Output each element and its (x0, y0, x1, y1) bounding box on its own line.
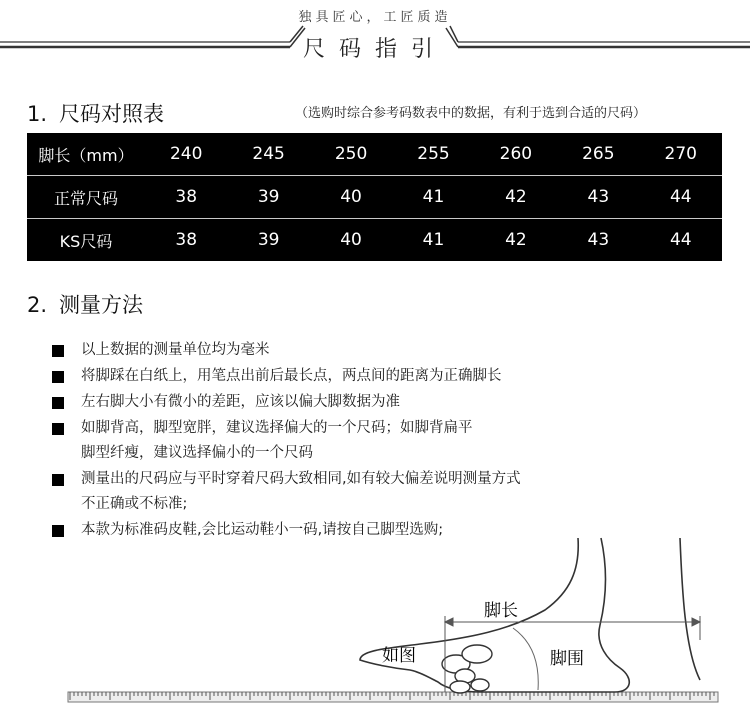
table-row (27, 133, 722, 176)
as-shown-label: 如图 (382, 646, 416, 666)
list-item-text: 以上数据的测量单位均为毫米 (81, 342, 270, 358)
table-cell: 38 (145, 176, 227, 219)
bullet-square-icon (52, 423, 64, 435)
measurement-list (52, 338, 692, 544)
bullet-square-icon (52, 474, 64, 486)
bullet-square-icon (52, 397, 64, 409)
size-table (27, 133, 722, 261)
foot-measurement-figure (60, 530, 750, 720)
section1-number: 1. (27, 102, 48, 126)
table-row (27, 219, 722, 262)
section2-number: 2. (27, 293, 48, 317)
table-cell: 44 (640, 219, 722, 262)
list-item (52, 338, 692, 363)
table-cell: 40 (310, 219, 392, 262)
girth-label: 脚围 (550, 649, 584, 669)
table-cell: 43 (557, 176, 639, 219)
list-item-text: 本款为标准码皮鞋,会比运动鞋小一码,请按自己脚型选购; (81, 522, 444, 538)
list-item-text: 测量出的尺码应与平时穿着尺码大致相同,如有较大偏差说明测量方式 不正确或不标准; (81, 471, 521, 512)
table-cell: 39 (227, 219, 309, 262)
table-cell: 270 (664, 144, 697, 164)
table-cell: 43 (557, 219, 639, 262)
section2-heading (27, 289, 143, 319)
row-label-foot-length: 脚长（mm） (38, 145, 134, 165)
list-item (52, 390, 692, 415)
list-item (52, 416, 692, 466)
table-cell: 39 (227, 176, 309, 219)
section2-title: 测量方法 (59, 293, 144, 317)
table-cell: 245 (252, 144, 285, 164)
row-label-normal-size: 正常尺码 (27, 176, 145, 219)
table-cell: 250 (334, 144, 368, 164)
banner-title: 尺码指引 (302, 37, 447, 62)
list-item (52, 364, 692, 389)
list-item (52, 467, 692, 517)
table-row (27, 176, 722, 219)
list-item-text: 左右脚大小有微小的差距，应该以偏大脚数据为准 (81, 394, 400, 410)
section1-heading (27, 98, 164, 128)
section1-title: 尺码对照表 (59, 102, 165, 126)
ruler-icon (68, 692, 718, 702)
table-cell: 40 (310, 176, 392, 219)
table-cell: 42 (475, 176, 557, 219)
table-cell: 41 (392, 176, 474, 219)
table-cell: 42 (475, 219, 557, 262)
list-item-text: 如脚背高，脚型宽胖，建议选择偏大的一个尺码；如脚背扁平 脚型纤瘦，建议选择偏小的一个尺码 (81, 420, 473, 461)
bullet-square-icon (52, 371, 64, 383)
length-label: 脚长 (484, 601, 518, 621)
table-cell: 38 (145, 219, 227, 262)
table-cell: 240 (169, 144, 203, 164)
row-label-ks-size: KS尺码 (27, 219, 145, 262)
leg-outline-icon (680, 538, 700, 680)
table-cell: 260 (499, 144, 533, 164)
table-cell: 41 (392, 219, 474, 262)
bullet-square-icon (52, 345, 64, 357)
table-cell: 255 (417, 144, 450, 164)
header-tagline: 独具匠心，工匠质造 (298, 10, 452, 25)
table-cell: 44 (640, 176, 722, 219)
list-item-text: 将脚踩在白纸上，用笔点出前后最长点，两点间的距离为正确脚长 (81, 368, 502, 384)
section1-note: （选购时综合参考码数表中的数据，有利于选到合适的尺码） (295, 106, 647, 121)
table-cell: 265 (582, 144, 615, 164)
